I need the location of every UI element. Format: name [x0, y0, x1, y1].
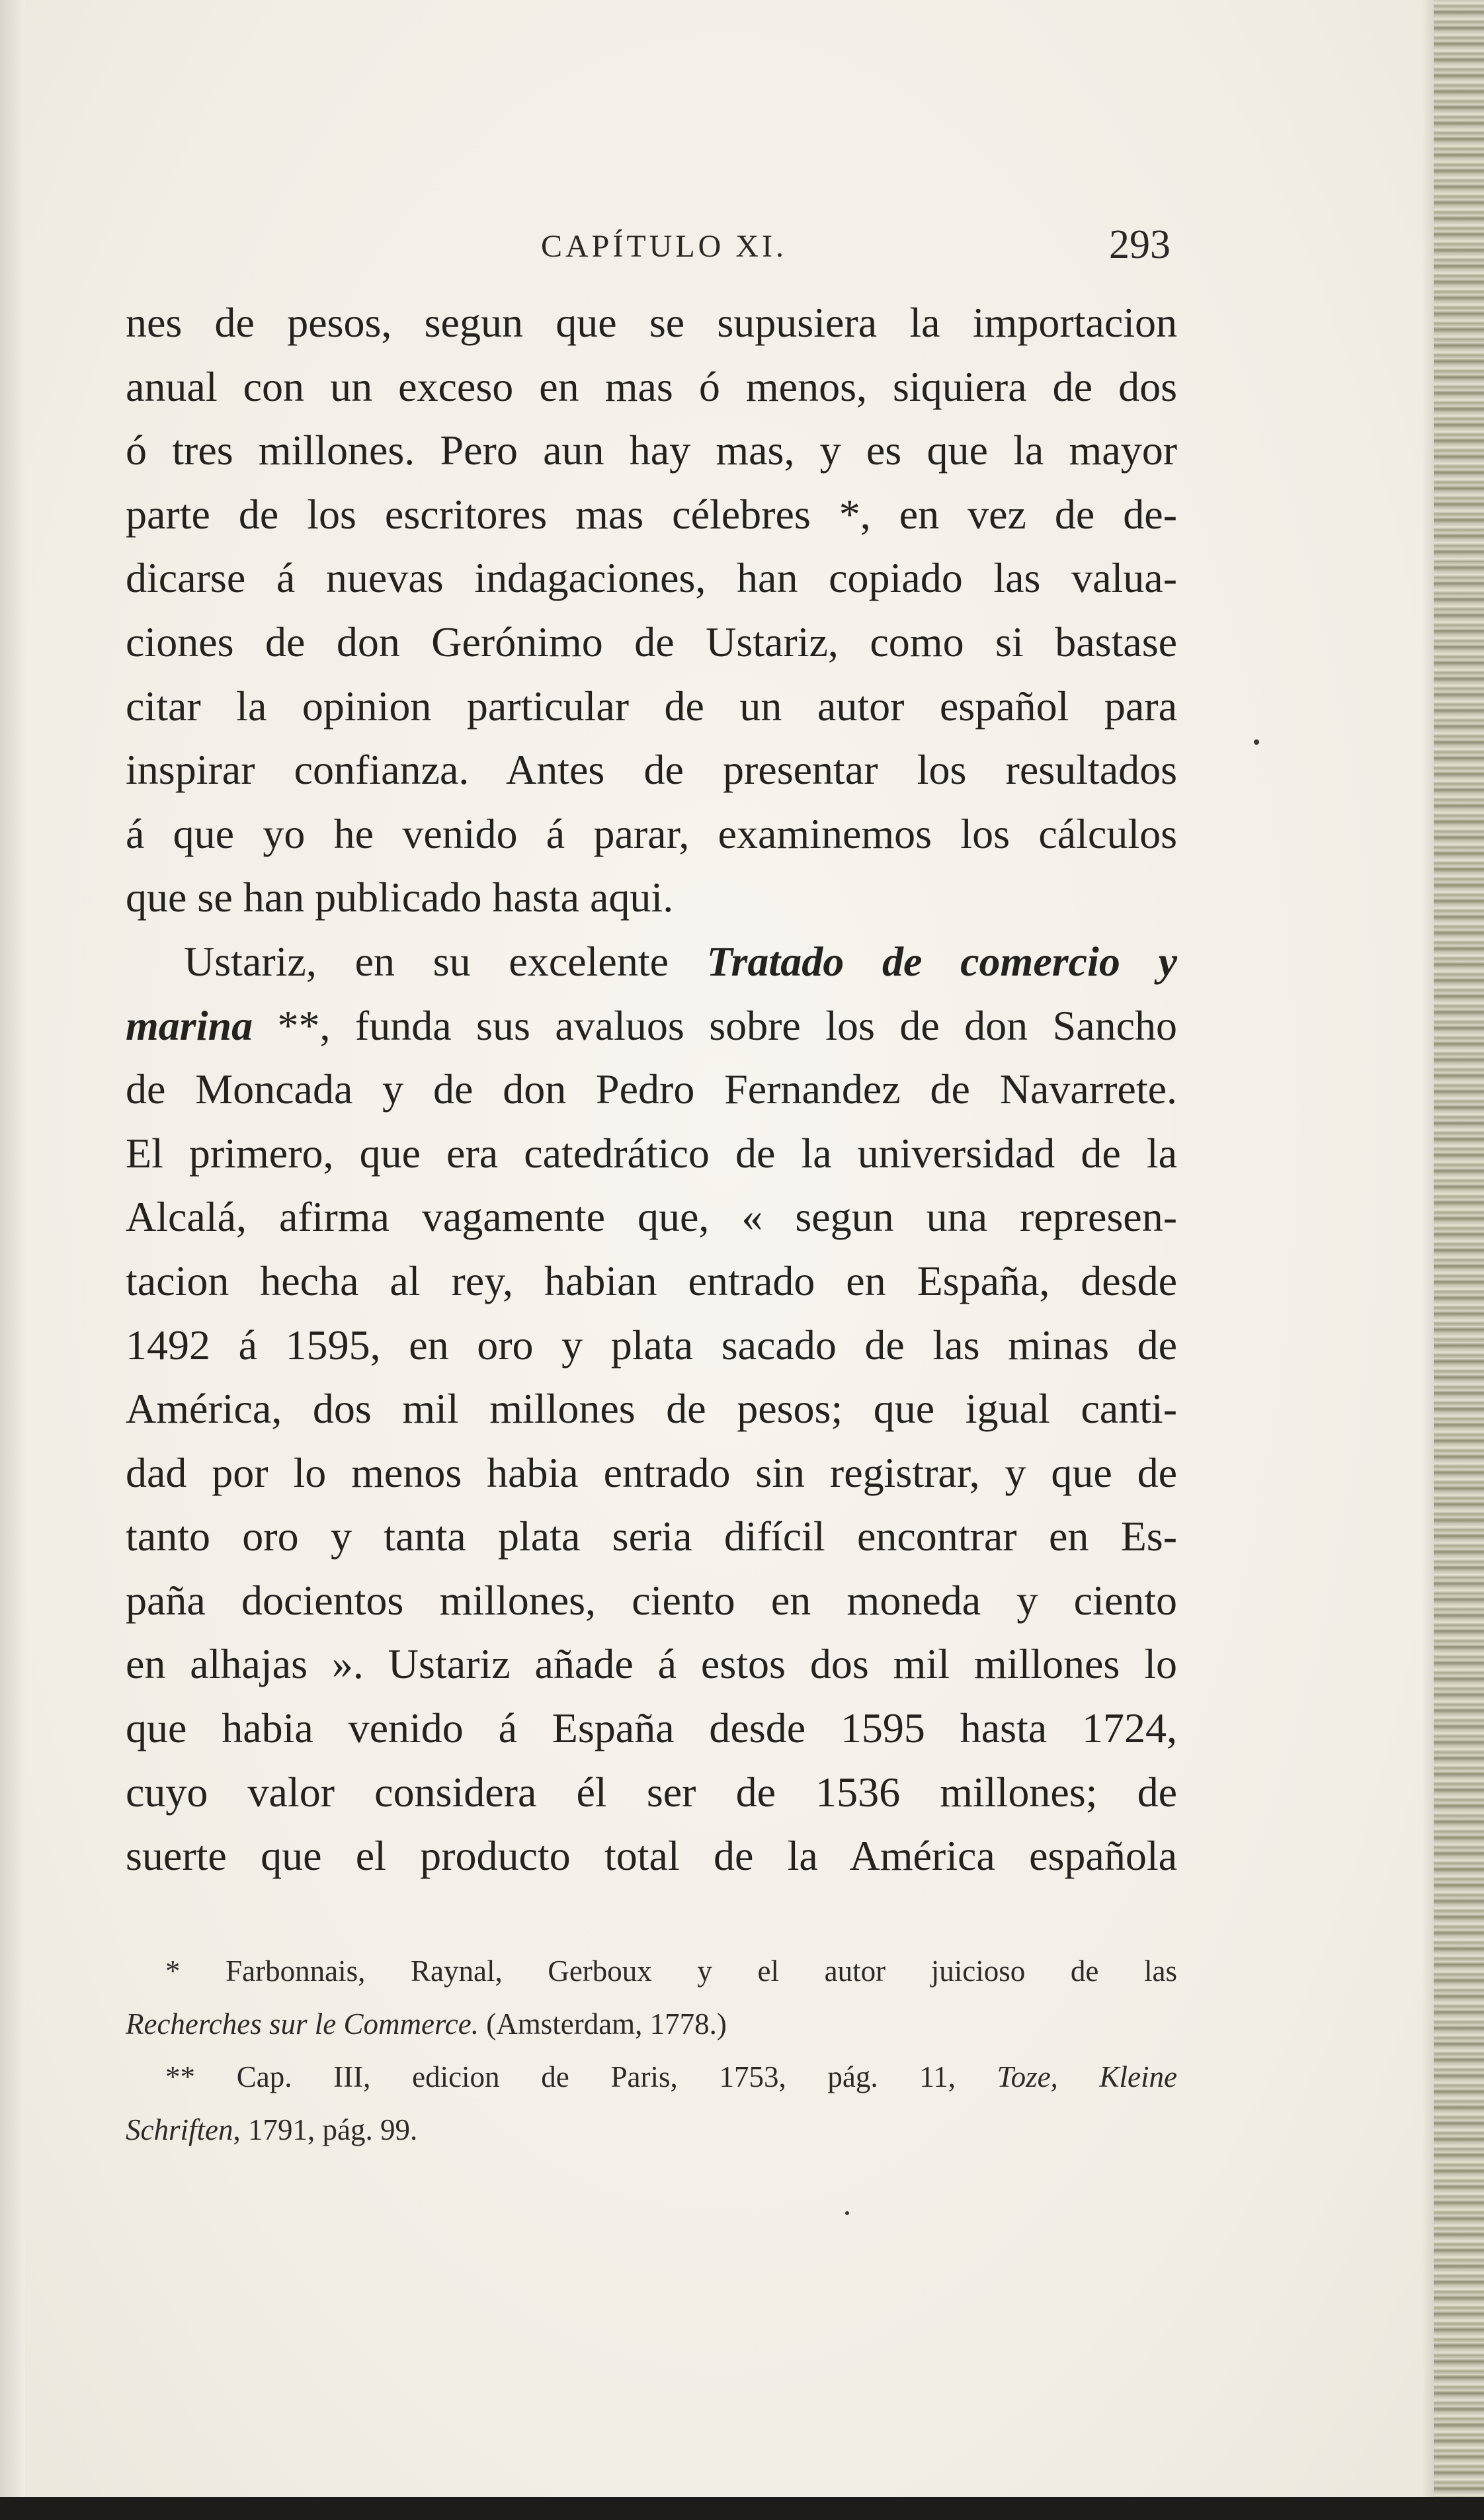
text-line: suerte que el producto total de la América española: [126, 1832, 1177, 1880]
text-line: que se han publicado hasta aqui.: [126, 874, 674, 921]
text-line: inspirar confianza. Antes de presentar los resultados: [126, 746, 1177, 794]
text-fragment: Ustariz, en su excelente: [184, 937, 707, 985]
text-line: ciones de don Gerónimo de Ustariz, como si bastase: [126, 618, 1177, 665]
body-text: [126, 291, 1177, 1888]
page-gutter: [0, 0, 25, 2497]
text-line: ó tres millones. Pero aun hay mas, y es que la mayor: [126, 427, 1177, 474]
paragraph-start-line: [126, 930, 1177, 994]
ink-speck: [1254, 739, 1259, 745]
footnote-line: * Farbonnais, Raynal, Gerboux y el autor juicioso de las: [165, 1954, 1177, 1988]
text-line: citar la opinion particular de un autor español para: [126, 682, 1177, 730]
text-line: El primero, que era catedrático de la universidad de la: [126, 1129, 1177, 1177]
page-number: 293: [1109, 222, 1171, 267]
page-header: [126, 222, 1177, 274]
footnote-line: [126, 1997, 1177, 2050]
footnotes: [126, 1945, 1177, 2156]
footnote-fragment: (Amsterdam, 1778.): [478, 2007, 727, 2040]
text-line: 1492 á 1595, en oro y plata sacado de las minas de: [126, 1321, 1177, 1368]
text-line: [126, 994, 1177, 1058]
ink-speck: [845, 2211, 849, 2215]
footnote-fragment: ** Cap. III, edicion de Paris, 1753, pág. 11,: [165, 2060, 997, 2093]
text-line: á que yo he venido á parar, examinemos los cálculos: [126, 810, 1177, 857]
text-line: cuyo valor considera él ser de 1536 millones; de: [126, 1768, 1177, 1816]
book-title: Tratado de comercio y: [706, 937, 1178, 985]
text-line: América, dos mil millones de pesos; que igual canti-: [126, 1385, 1177, 1433]
text-line: de Moncada y de don Pedro Fernandez de Navarrete.: [126, 1066, 1177, 1113]
text-line: parte de los escritores mas célebres *, en vez de de-: [126, 490, 1177, 538]
footnote-line: [126, 2050, 1177, 2103]
text-line: tacion hecha al rey, habian entrado en España, desde: [126, 1257, 1177, 1304]
text-fragment: **, funda sus avaluos sobre los de don Sancho: [253, 1001, 1177, 1049]
text-line: que habia venido á España desde 1595 hasta 1724,: [126, 1704, 1177, 1752]
text-line: paña docientos millones, ciento en moneda y ciento: [126, 1576, 1177, 1624]
footnote-title: Schriften: [126, 2113, 233, 2146]
text-line: dicarse á nuevas indagaciones, han copiado las valua-: [126, 554, 1177, 602]
book-fore-edge: [1434, 0, 1484, 2520]
running-head: CAPÍTULO XI.: [541, 229, 787, 264]
footnote-title: Toze, Kleine: [997, 2060, 1177, 2093]
book-title: marina: [126, 1001, 253, 1049]
text-line: tanto oro y tanta plata seria difícil encontrar en Es-: [126, 1513, 1177, 1560]
footnote-line: [126, 2103, 1177, 2156]
footnote-title: Recherches sur le Commerce.: [126, 2007, 479, 2040]
text-line: nes de pesos, segun que se supusiera la importacion: [126, 299, 1177, 346]
text-line: en alhajas ». Ustariz añade á estos dos mil millones lo: [126, 1640, 1177, 1688]
text-line: Alcalá, afirma vagamente que, « segun una represen-: [126, 1193, 1177, 1241]
footnote-fragment: , 1791, pág. 99.: [233, 2113, 418, 2146]
scan-border: [0, 2497, 1484, 2520]
text-line: anual con un exceso en mas ó menos, siquiera de dos: [126, 362, 1177, 410]
text-line: dad por lo menos habia entrado sin registrar, y que de: [126, 1449, 1177, 1496]
